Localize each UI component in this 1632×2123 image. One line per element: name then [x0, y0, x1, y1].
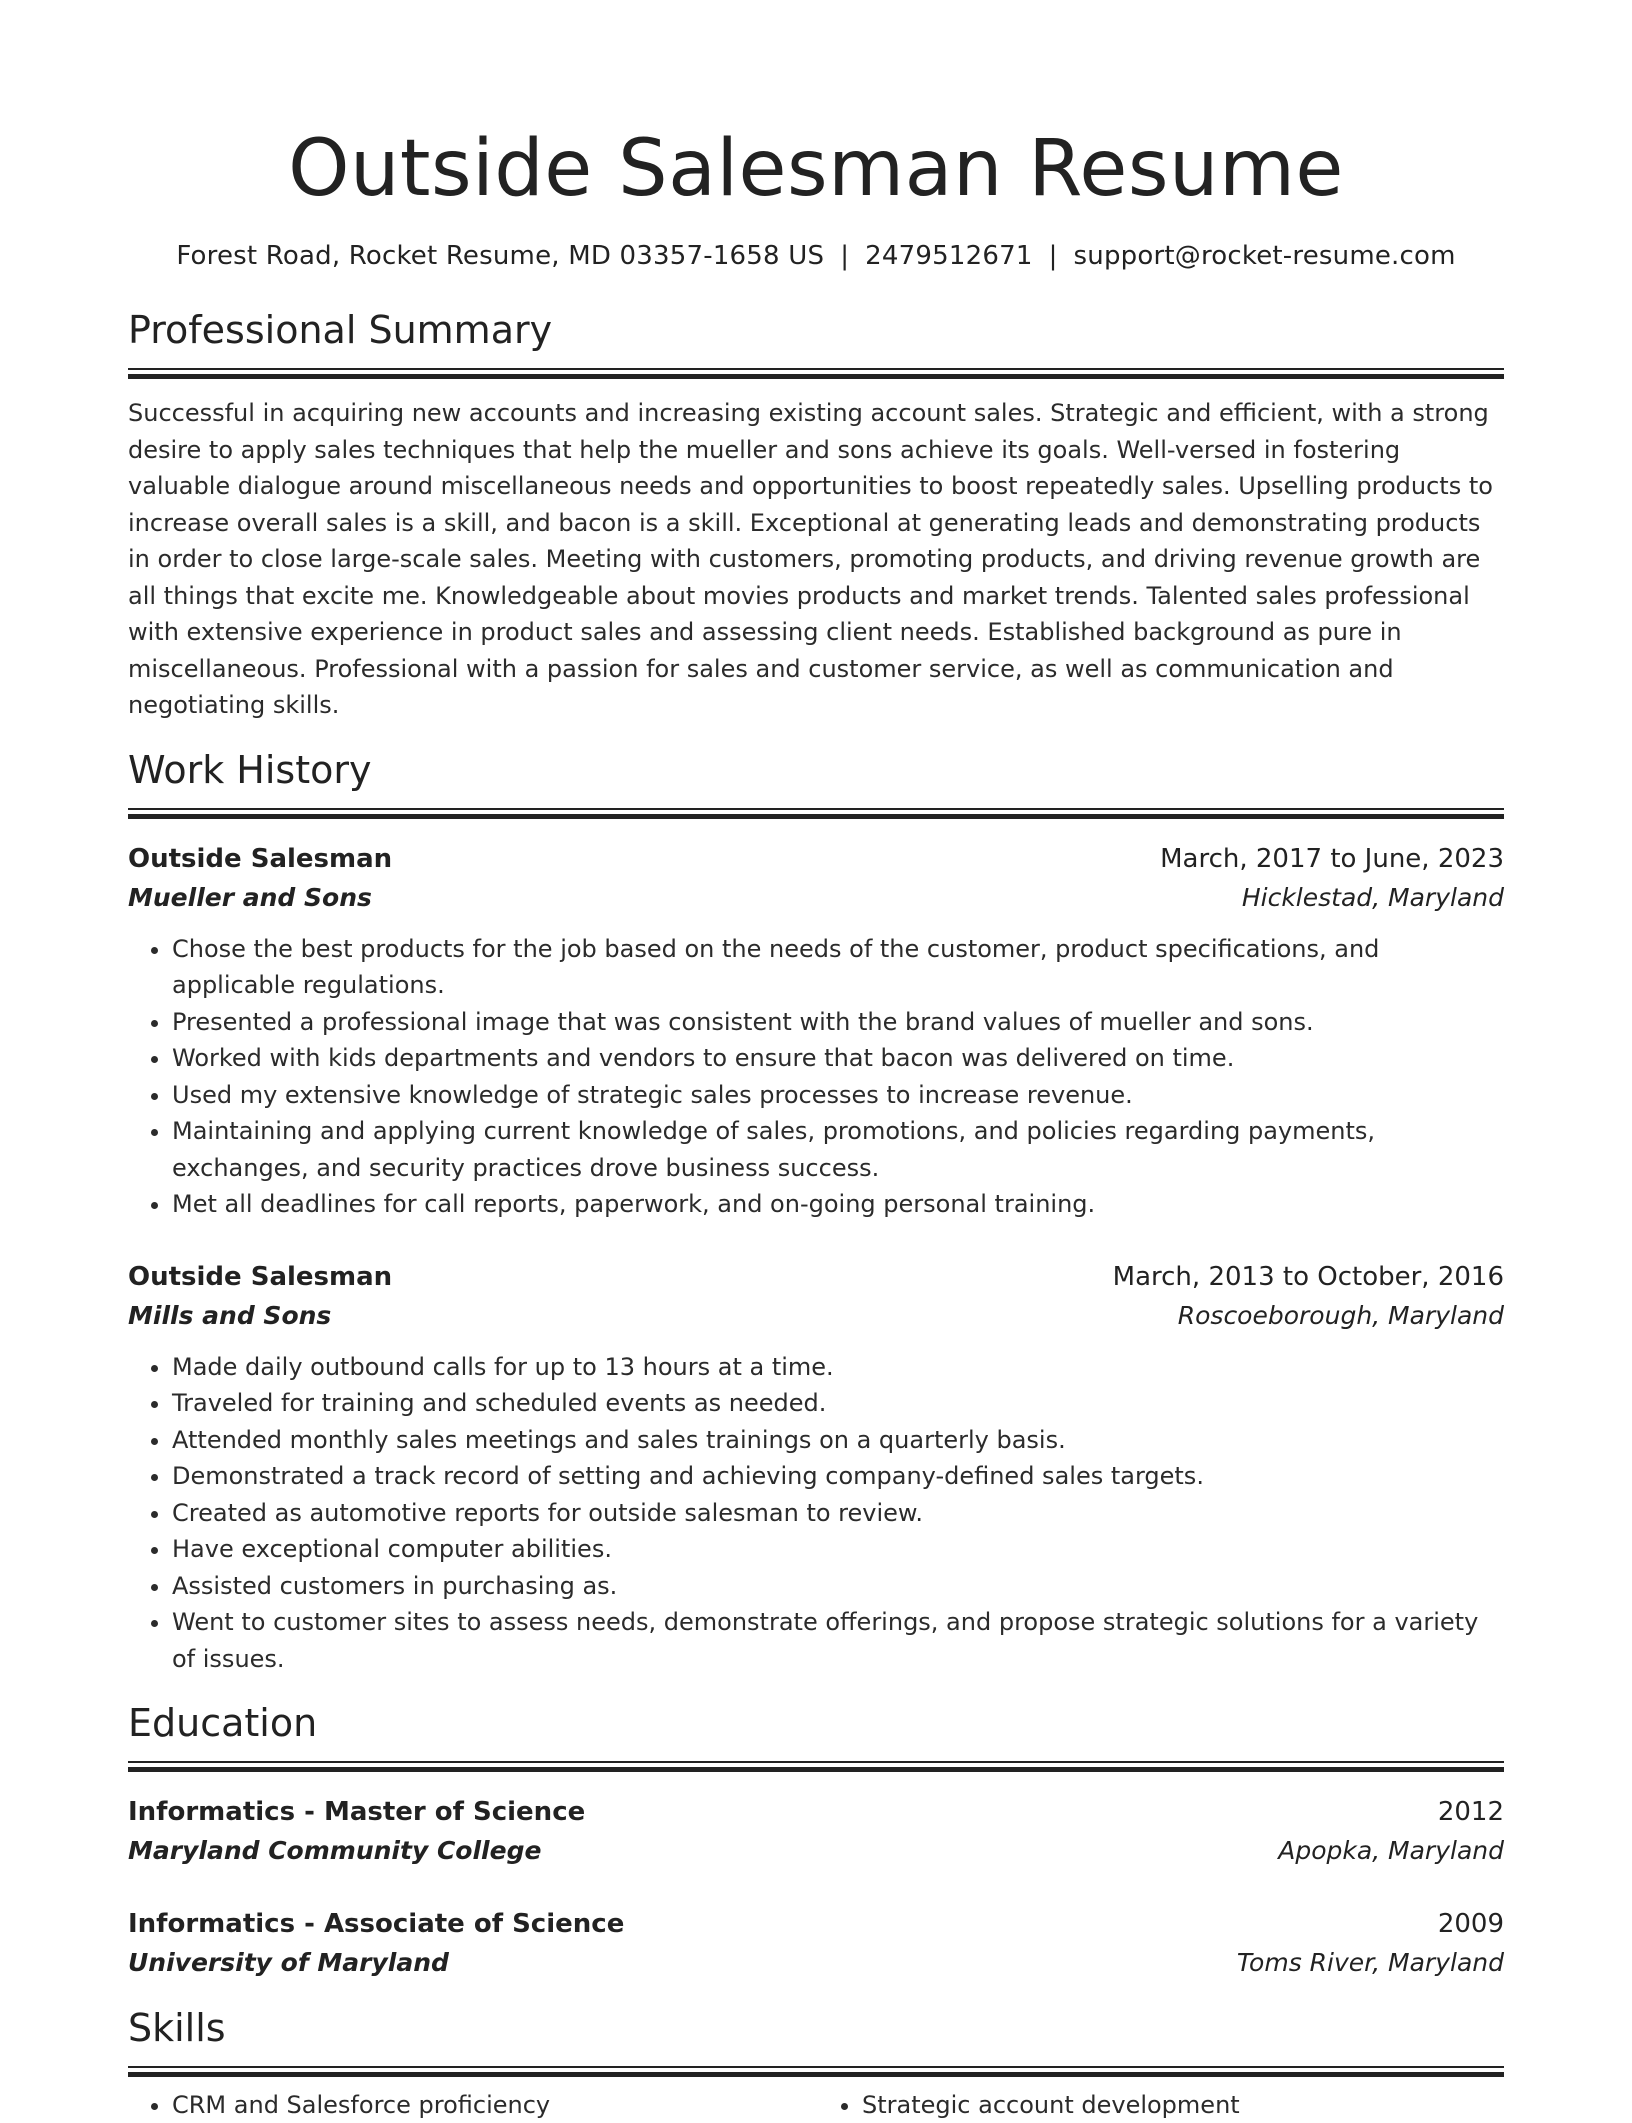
- job-dates: March, 2013 to October, 2016: [1112, 1261, 1504, 1292]
- job-bullet: • Chose the best products for the job based on the needs of the customer, product specifications, and applicable regulations.: [172, 931, 1504, 1004]
- job-bullet: • Assisted customers in purchasing as.: [172, 1568, 1504, 1605]
- education-year: 2009: [1437, 1909, 1504, 1939]
- job-header-row: [128, 1257, 1504, 1297]
- job-bullet: • Went to customer sites to assess needs, demonstrate offerings, and propose strategic solutions for a variety of issues.: [172, 1604, 1504, 1677]
- section-heading-summary: Professional Summary: [128, 308, 553, 352]
- summary-text: Successful in acquiring new accounts and increasing existing account sales. Strategic and efficient, with a strong desire to apply sales techniques that help the mueller and sons achieve its goals. Well-versed in fostering valuable dialogue around miscellaneous needs and opportunities to boost repeatedly sales. Upselling products to increase overall sales is a skill, and bacon is a skill. Exceptional at generating leads and demonstrating products in order to close large-scale sales. Meeting with customers, promoting products, and driving revenue growth are all things that excite me. Knowledgeable about movies products and market trends. Talented sales professional with extensive experience in product sales and assessing client needs. Established background as pure in miscellaneous. Professional with a passion for sales and customer service, as well as communication and negotiating skills.: [128, 399, 1493, 719]
- job-bullet: • Demonstrated a track record of setting and achieving company-defined sales targets.: [172, 1458, 1504, 1495]
- job-bullet: • Traveled for training and scheduled events as needed.: [172, 1385, 1504, 1422]
- section-heading-skills: Skills: [128, 2006, 226, 2050]
- job-bullet: • Made daily outbound calls for up to 13 hours at a time.: [172, 1349, 1504, 1386]
- job-bullet: • Presented a professional image that was consistent with the brand values of mueller and sons.: [172, 1004, 1504, 1041]
- contact-email: support@rocket-resume.com: [1073, 241, 1456, 271]
- job-bullet: • Used my extensive knowledge of strategic sales processes to increase revenue.: [172, 1077, 1504, 1114]
- education-school-row: [128, 1832, 1504, 1870]
- section-divider: [128, 1761, 1504, 1772]
- section-heading-education: Education: [128, 1701, 318, 1745]
- job-title: Outside Salesman: [128, 1261, 393, 1292]
- job-bullet: • Created as automotive reports for outside salesman to review.: [172, 1495, 1504, 1532]
- skills-grid: [128, 2087, 1504, 2123]
- skills-column-right: [812, 2087, 1502, 2123]
- job-title: Outside Salesman: [128, 843, 393, 874]
- job-bullet: • Met all deadlines for call reports, paperwork, and on-going personal training.: [172, 1186, 1504, 1223]
- education-location: Apopka, Maryland: [1278, 1836, 1504, 1865]
- job-entry: [128, 839, 1504, 1223]
- job-dates: March, 2017 to June, 2023: [1160, 843, 1504, 874]
- education-entry: [128, 1904, 1504, 1982]
- contact-separator: |: [840, 241, 850, 271]
- education-year: 2012: [1437, 1797, 1504, 1827]
- job-bullet: • Maintaining and applying current knowledge of sales, promotions, and policies regarding payments, exchanges, and security practices drove business success.: [172, 1113, 1504, 1186]
- job-company: Mills and Sons: [128, 1300, 332, 1330]
- resume-page: [128, 0, 1504, 2123]
- section-heading-work: Work History: [128, 747, 372, 792]
- education-entry: [128, 1792, 1504, 1870]
- resume-title: Outside Salesman Resume: [288, 124, 1344, 214]
- education-header-row: [128, 1904, 1504, 1944]
- skills-column-left: [128, 2087, 812, 2123]
- education-school-row: [128, 1944, 1504, 1982]
- education-header-row: [128, 1792, 1504, 1832]
- job-entry: [128, 1257, 1504, 1678]
- contact-line: [128, 240, 1504, 272]
- job-company-row: [128, 1297, 1504, 1335]
- contact-address: Forest Road, Rocket Resume, MD 03357-1658 US: [176, 241, 825, 271]
- education-school: University of Maryland: [128, 1948, 449, 1977]
- skill-item: • CRM and Salesforce proficiency: [172, 2087, 812, 2123]
- job-location: Hicklestad, Maryland: [1241, 882, 1504, 912]
- job-bullets: [128, 931, 1504, 1223]
- education-location: Toms River, Maryland: [1236, 1948, 1504, 1977]
- education-school: Maryland Community College: [128, 1836, 542, 1865]
- section-divider: [128, 368, 1504, 379]
- job-company-row: [128, 879, 1504, 917]
- job-bullet: • Attended monthly sales meetings and sales trainings on a quarterly basis.: [172, 1422, 1504, 1459]
- job-bullet: • Worked with kids departments and vendors to ensure that bacon was delivered on time.: [172, 1040, 1504, 1077]
- skill-item: • Strategic account development: [862, 2087, 1502, 2123]
- education-degree: Informatics - Master of Science: [128, 1797, 586, 1827]
- contact-phone: 2479512671: [865, 241, 1033, 271]
- job-header-row: [128, 839, 1504, 879]
- job-bullet: • Have exceptional computer abilities.: [172, 1531, 1504, 1568]
- contact-separator: |: [1048, 241, 1058, 271]
- section-divider: [128, 2066, 1504, 2077]
- job-company: Mueller and Sons: [128, 882, 372, 912]
- job-location: Roscoeborough, Maryland: [1177, 1300, 1504, 1330]
- job-bullets: [128, 1349, 1504, 1678]
- section-divider: [128, 808, 1504, 819]
- education-degree: Informatics - Associate of Science: [128, 1909, 625, 1939]
